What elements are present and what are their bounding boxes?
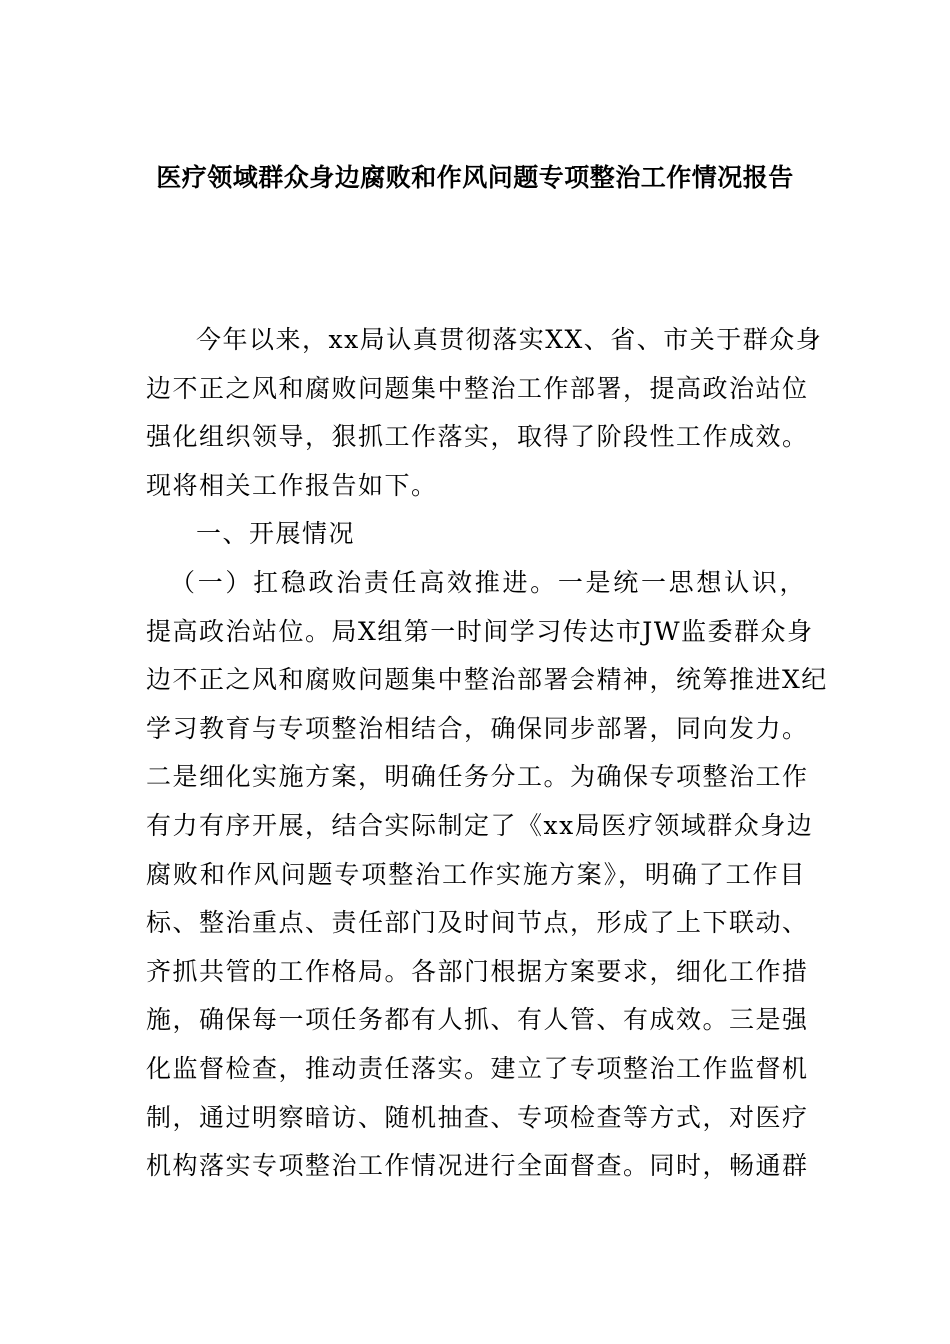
paragraph-line: 齐抓共管的工作格局。各部门根据方案要求，细化工作措 (146, 956, 809, 986)
paragraph-line: 化监督检查，推动责任落实。建立了专项整治工作监督机 (146, 1053, 809, 1083)
paragraph-line: 学习教育与专项整治相结合，确保同步部署，同向发力。 (146, 713, 809, 743)
paragraph-line: 标、整治重点、责任部门及时间节点，形成了上下联动、 (146, 908, 809, 938)
paragraph-line: 机构落实专项整治工作情况进行全面督查。同时，畅通群 (146, 1151, 809, 1181)
paragraph-line: 强化组织领导，狠抓工作落实，取得了阶段性工作成效。 (146, 422, 809, 452)
paragraph-line: 提高政治站位。局X组第一时间学习传达市JW监委群众身 (146, 616, 814, 646)
paragraph-line: 腐败和作风问题专项整治工作实施方案》，明确了工作目 (146, 859, 806, 889)
paragraph-line: 二是细化实施方案，明确任务分工。为确保专项整治工作 (146, 762, 809, 792)
paragraph-line: （一）扛稳政治责任高效推进。一是统一思想认识， (170, 567, 806, 597)
paragraph-line: 有力有序开展，结合实际制定了《xx局医疗领域群众身边 (146, 810, 814, 840)
paragraph-line: 施，确保每一项任务都有人抓、有人管、有成效。三是强 (146, 1005, 809, 1035)
paragraph-line: 现将相关工作报告如下。 (146, 470, 438, 500)
paragraph-line: 今年以来，xx局认真贯彻落实XX、省、市关于群众身 (196, 325, 823, 354)
paragraph-line: 边不正之风和腐败问题集中整治工作部署，提高政治站位 (146, 373, 809, 403)
document-body (146, 316, 828, 1191)
paragraph-line: 边不正之风和腐败问题集中整治部署会精神，统筹推进X纪 (146, 665, 828, 695)
paragraph-line: 制，通过明察暗访、随机抽查、专项检查等方式，对医疗 (146, 1102, 809, 1132)
section-heading: 一、开展情况 (196, 519, 356, 549)
document-title: 医疗领域群众身边腐败和作风问题专项整治工作情况报告 (156, 163, 794, 192)
